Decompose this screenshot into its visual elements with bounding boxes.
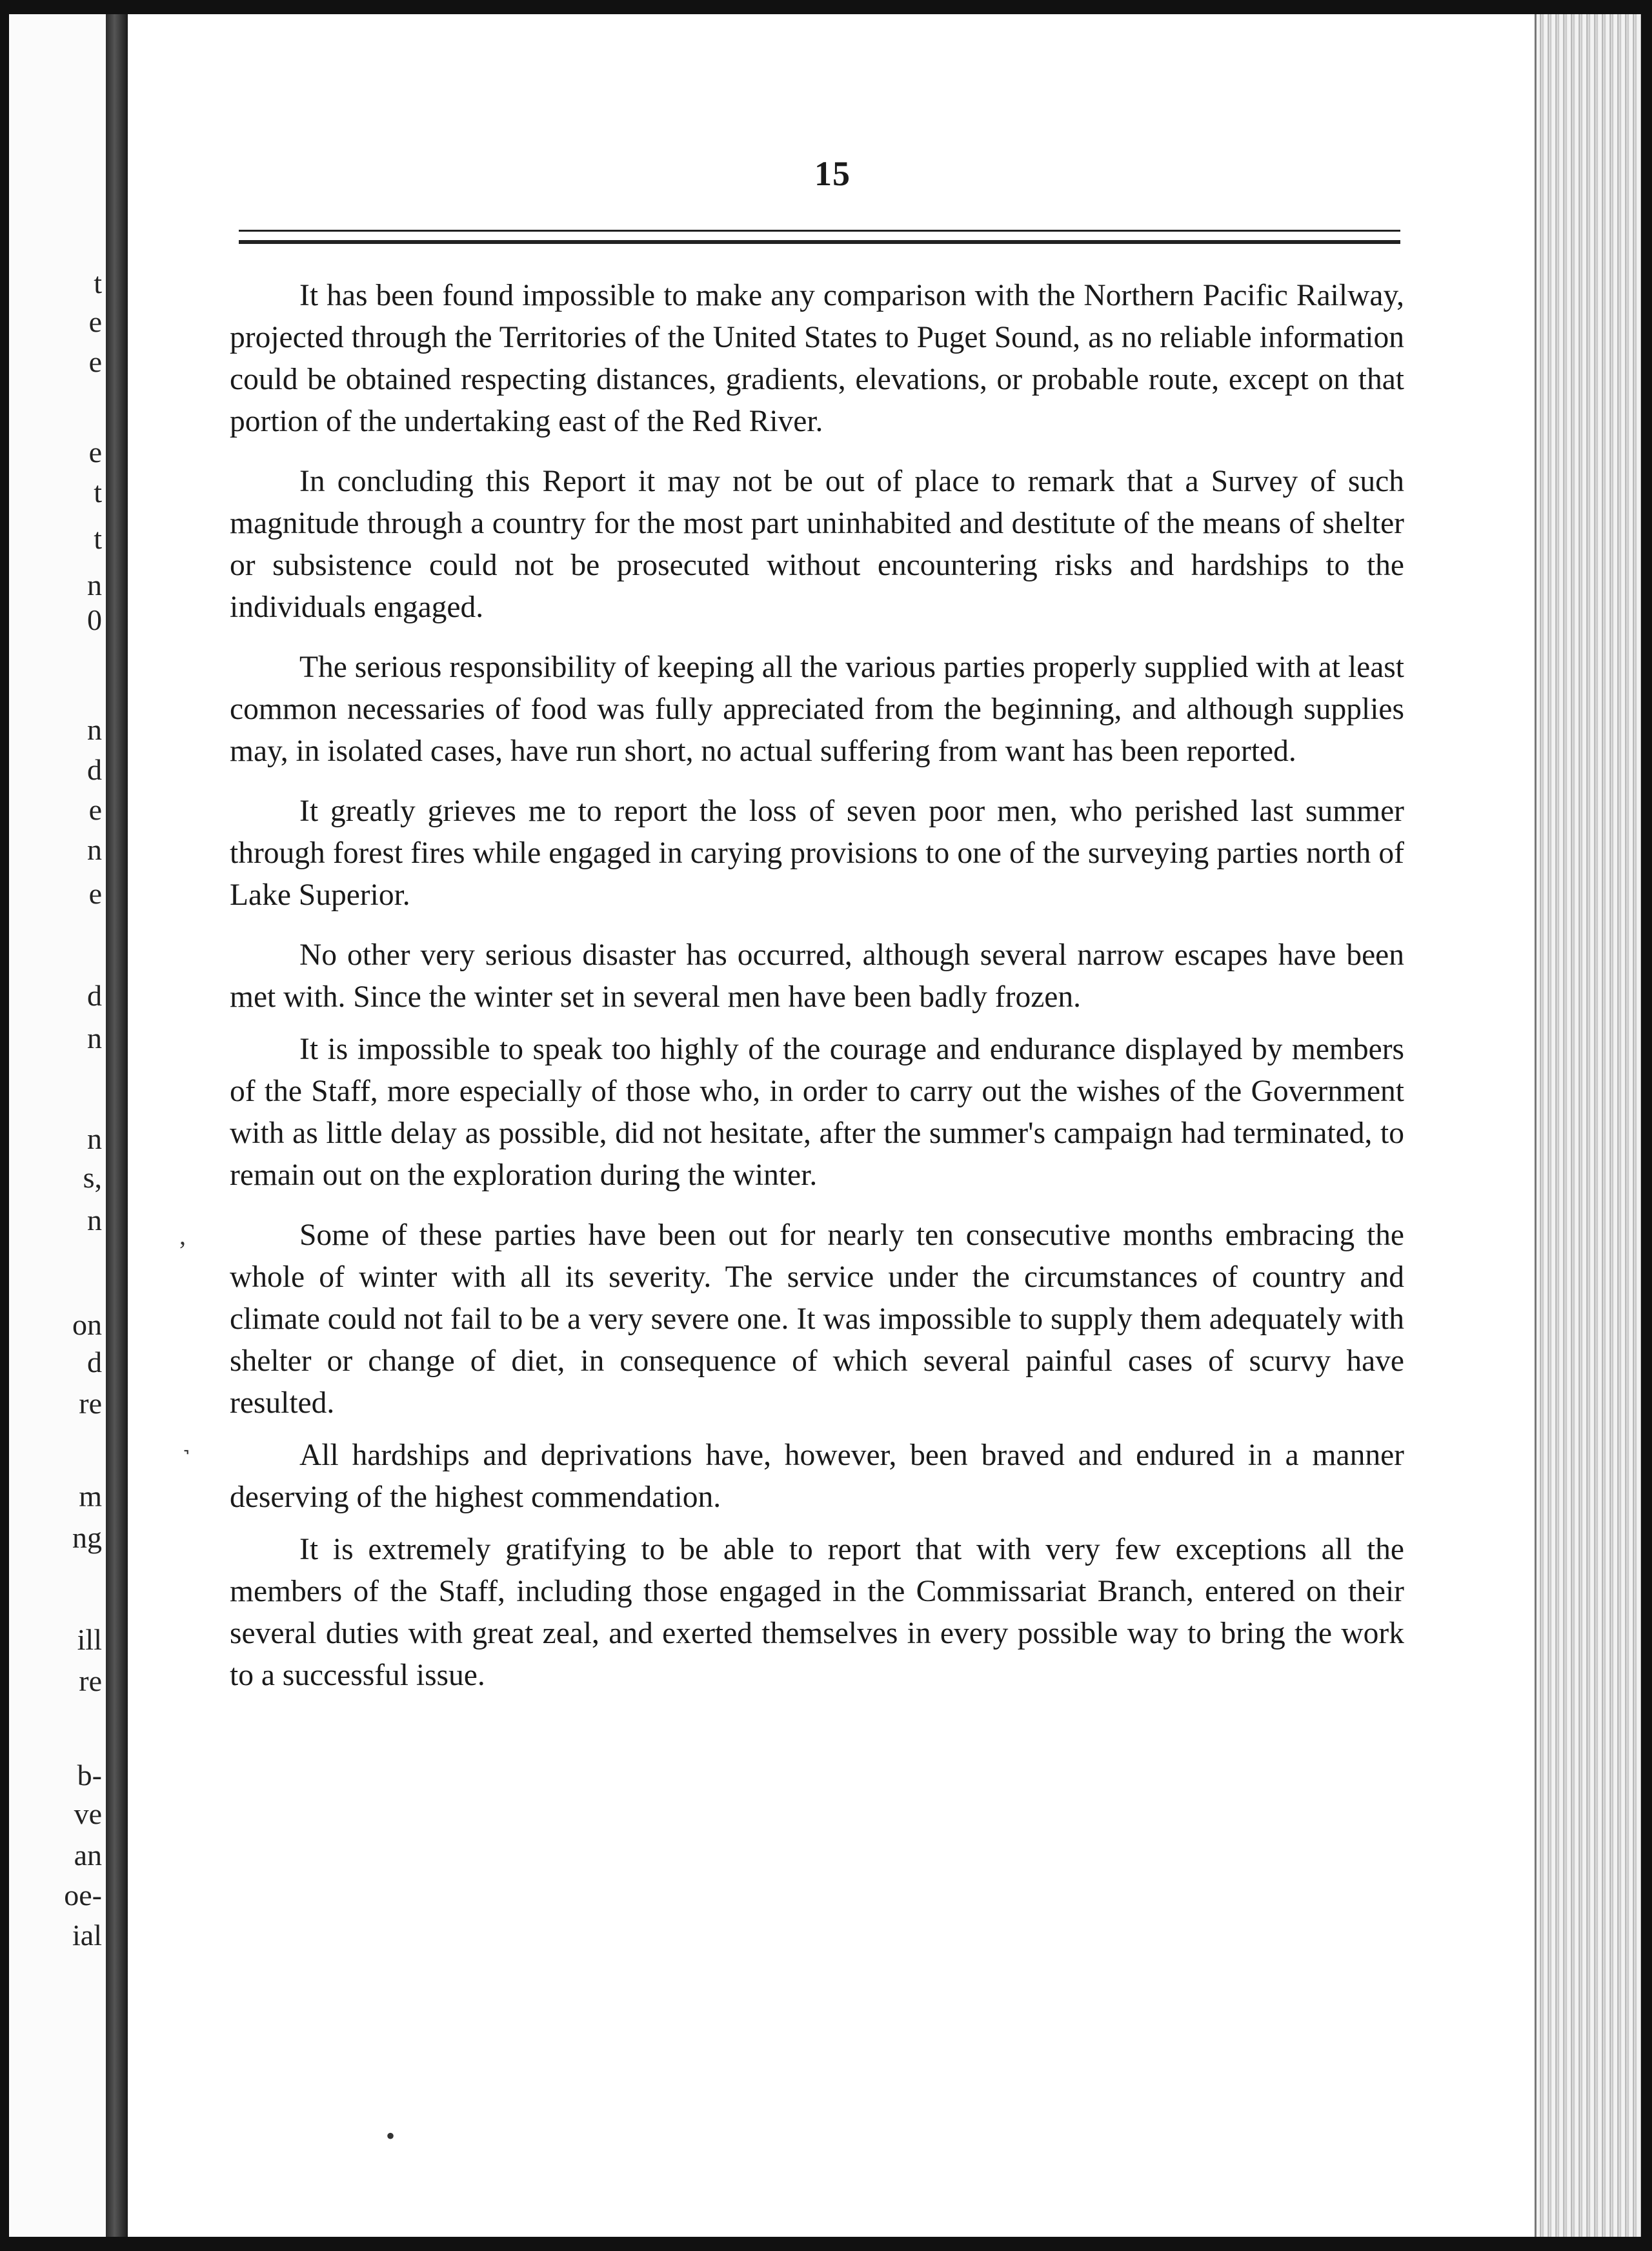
facing-page-fragment: d [87, 979, 102, 1012]
facing-page-fragment: t [94, 522, 102, 555]
facing-page-fragment: ial [72, 1919, 102, 1952]
paragraph-winter-parties: Some of these parties have been out for nearly ten consecutive months embracing the whole of winter with all its severity. The service under the circumstances of country and climate could not fail to be a very severe one. It was impossible to supply them adequately with shelter or change of diet, in consequence of which several painful cases of scurvy have resulted. [230, 1218, 1404, 1420]
facing-page-fragment: ng [72, 1521, 102, 1554]
facing-page-fragment: s, [83, 1161, 102, 1194]
header-rule-thin [239, 230, 1400, 232]
body-text [230, 275, 1404, 1715]
facing-page-fragment: d [87, 1346, 102, 1378]
facing-page-fragment: n [87, 713, 102, 746]
header-rule-thick [239, 240, 1400, 244]
facing-page-fragment: n [87, 1122, 102, 1155]
facing-page-fragment: ve [74, 1797, 102, 1830]
facing-page-fragment: 0 [87, 603, 102, 636]
facing-page-sliver [9, 14, 106, 2237]
stray-mark: • [386, 2121, 396, 2150]
facing-page-fragment: e [88, 877, 102, 910]
facing-page-fragment: e [88, 793, 102, 826]
facing-page-fragment: e [88, 345, 102, 378]
facing-page-fragment: e [88, 436, 102, 469]
facing-page-fragment: n [87, 1022, 102, 1055]
facing-page-fragments [9, 14, 106, 2237]
facing-page-fragment: d [87, 753, 102, 786]
paragraph-northern-pacific: It has been found impossible to make any comparison with the Northern Pacific Railway, projected through the Territories of the United States to Puget Sound, as no reliable information could be obtained respecting distances, gradients, elevations, or probable route, except on that portion of the undertaking east of the Red River. [230, 279, 1404, 438]
facing-page-fragment: t [94, 267, 102, 299]
page-number: 15 [814, 154, 851, 193]
facing-page-fragment: b- [77, 1759, 102, 1792]
facing-page-fragment: re [79, 1387, 102, 1420]
paragraph-loss-of-men: It greatly grieves me to report the loss of seven poor men, who perished last summer through forest fires while engaged in carying provisions to one of the surveying parties north of Lake Superior. [230, 794, 1404, 912]
scan-frame-bottom [0, 2237, 1652, 2251]
stray-mark: ʼ [178, 1236, 187, 1265]
paragraph-hardships: All hardships and deprivations have, however, been braved and endured in a manner deserving of the highest commendation. [230, 1438, 1404, 1514]
facing-page-fragment: oe- [64, 1879, 102, 1912]
page-edge-stack [1535, 14, 1641, 2237]
paragraph-staff-courage: It is impossible to speak too highly of the courage and endurance displayed by members of the Staff, more especially of those who, in order to carry out the wishes of the Government with as little delay as possible, did not hesitate, after the summer's campaign had terminated, to remain out on the exploration during the winter. [230, 1033, 1404, 1192]
scan-frame-top [0, 0, 1652, 14]
facing-page-fragment: e [88, 305, 102, 338]
book-gutter [106, 14, 128, 2237]
facing-page-fragment: n [87, 1204, 102, 1237]
paragraph-responsibility: The serious responsibility of keeping all the various parties properly supplied with at least common necessaries of food was fully appreciated from the beginning, and although supplies may, in isolated cases, have run short, no actual suffering from want has been reported. [230, 651, 1404, 768]
facing-page-fragment: an [74, 1839, 102, 1872]
facing-page-fragment: m [79, 1480, 102, 1513]
facing-page-fragment: n [87, 833, 102, 866]
scan-frame-left [0, 0, 9, 2251]
facing-page-fragment: re [79, 1664, 102, 1697]
facing-page-fragment: n [87, 569, 102, 601]
facing-page-fragment: on [72, 1308, 102, 1341]
facing-page-fragment: t [94, 476, 102, 509]
paragraph-staff-zeal: It is extremely gratifying to be able to report that with very few exceptions all the members of the Staff, including those engaged in the Commissariat Branch, entered on their several duties with great zeal, and exerted themselves in every possible way to bring the work to a successful issue. [230, 1533, 1404, 1692]
scan-frame-right [1639, 0, 1652, 2251]
stray-mark: ˺ [182, 1444, 191, 1473]
paragraph-other-disasters: No other very serious disaster has occurred, although several narrow escapes have been met with. Since the winter set in several men have been badly frozen. [230, 938, 1404, 1014]
paragraph-concluding-report: In concluding this Report it may not be out of place to remark that a Survey of such magnitude through a country for the most part uninhabited and destitute of the means of shelter or subsistence could not be prosecuted without encountering risks and hardships to the individuals engaged. [230, 465, 1404, 624]
facing-page-fragment: ill [77, 1623, 102, 1656]
